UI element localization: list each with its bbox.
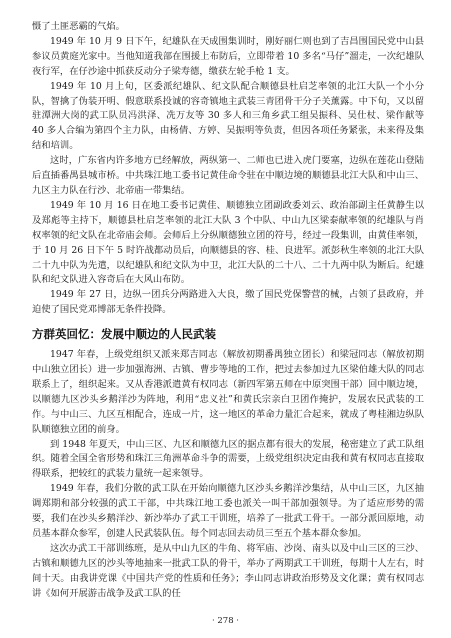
paragraph: 1949 年 10 月 9 日下午，纪雄队在天成围集训时，刚好丽仁则也到了吉昌围国民党中山县参议员黄庭光家中。当他知道我部在围援上布防后，立即带着 10 多名“马仔”溜走，一次纪雄队夜行军，在仔沙途中抓获反动分子梁寿德，缴获左轮手枪 1 支。	[32, 35, 424, 77]
paragraph: 这次办武工干部训练班，是从中山九区的牛角、将军庙、沙岗、南头以及中山三区的三沙、古镇和顺德九区的沙头等地抽来一批武工队的骨干，举办了两期武工干训班，每期十人左右，时间十天。由我讲党课《中国共产党的性质和任务》；李山同志讲政治形势及文化课；黄有权同志讲《如何开展游击战争及武工队的任	[32, 542, 424, 599]
top-body-text	[32, 20, 424, 318]
paragraph: 这时，广东省内许多地方已经解放，两纵第一、二师也已进入虎门要塞，边纵在莲花山登陆后直插番禺县城市桥。中共珠江地工委书记黄佳命令驻在中顺边境的顺德县北江大队和中山三、九区主力队在行沙、北帝庙一带集结。	[32, 155, 424, 196]
paragraph: 1949 年春，我们分散的武工队在开始向顺德九区沙头乡鹅洋沙集结，从中山三区，九区抽调郑期和部分较强的武工干部，中共珠江地工委也派关一叫干部加强领导。为了适应形势的需要，我们在沙头乡鹅洋沙、新沙举办了武工干训班，培养了一批武工骨干。一部分派回原地，动员基本群众参军，创建人民武装队伍。每个同志回去动员三至五个基本群众参加。	[32, 483, 424, 539]
page-number: · 278 ·	[211, 616, 240, 626]
document-page	[32, 20, 424, 602]
paragraph: 慑了土匪恶霸的气焰。	[32, 21, 125, 32]
paragraph: 1949 年 10 月 16 日在地工委书记黄佳、顺德独立团副政委刘云、政治部副主任黄静生以及郑彪等主持下，顺德县杜启芝率领的北江大队 3 个中队、中山九区梁泰献率领的纪雄队与肖权率领的纪文队在北帝庙会师。会师后上分纵顺德独立团的符号，经过一段集训，由黄佳率领，于 10 月 26 日下午 5 时许战都动员后，向顺德县的容、桂、良进军。派彭秋生率领的北江大队二十九中队为先遣，以纪雄队和纪文队为中卫，北江大队的二十八、二十九两中队为断后。纪雄队和纪文队进入容奇后在大风山布防。	[32, 199, 424, 286]
paragraph: 到 1948 年夏天，中山三区、九区和顺德九区的据点都有很大的发展，秘密建立了武工队组织。随着全国全省形势和珠江三角洲革命斗争的需要，上级党组织决定由我和黄有权同志直接取得联系，把较红的武装力量统一起来领导。	[32, 438, 424, 480]
paragraph: 1949 年 27 日，边纵一团兵分两路进入大良，缴了国民党保警营的械，占领了县政府，并迫使了国民党邓博部无条件投降。	[32, 289, 424, 316]
paragraph: 1949 年 10 月上旬，区委派纪雄队、纪文队配合顺德县杜启芝率领的北江大队一个小分队，智擒了伪装开明、假意联系投诚的容奇镇地主武装三青团骨干分子关薰露。中下旬，又以留驻潭洲大岗的武工队员冯洪泽、冼万友等 30 多人和三角乡武工组吴振科、吴仕杖、梁作献等 40 多人合编为第四个主力队，由杨倩、方婷、吴振明等负责，但因各项任务紧张，未来得及集结和培训。	[32, 80, 424, 152]
paragraph: 1947 年春，上级党组织又派来郑吉同志（解放初期番禺独立团长）和梁冠同志（解放初期中山独立团长）进一步加强海洲、古镇、曹步等地的工作，把过去参加过九区梁伯雄大队的同志联系上了，组织起来。又从香港派遣黄有权同志（新四军第五师在中原突围干部）回中顺边境，以顺德九区沙头乡鹅洋沙为阵地，利用“忠义社”和黄氏宗亲白卫团作掩护，发展农民武装的工作。与中山三、九区互相配合，连成一片，这一地区的革命力量汇合起来，就成了粤桂湘边纵队队顺德独立团的前身。	[32, 349, 424, 435]
section-body-text	[32, 348, 424, 601]
section-title: 方群英回忆：发展中顺边的人民武装	[32, 327, 216, 342]
